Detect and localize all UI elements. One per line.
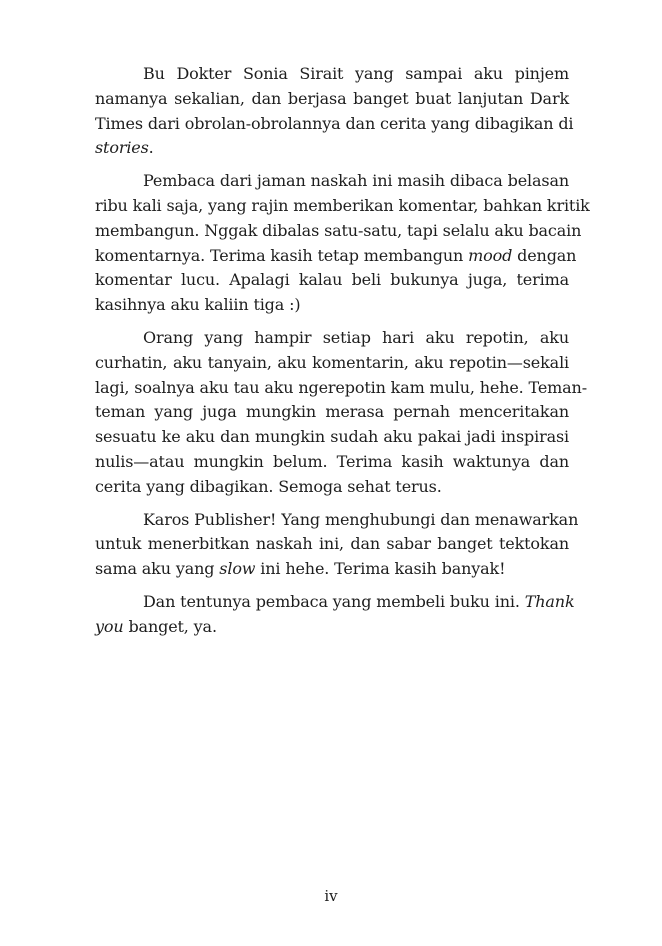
text-run: Orang yang hampir setiap hari aku repotin, aku (143, 327, 569, 347)
text-line (95, 268, 569, 293)
text-line (95, 87, 569, 112)
text-line (95, 376, 587, 401)
text-line (95, 590, 575, 615)
paragraph (95, 169, 590, 318)
text-run: . (148, 138, 154, 158)
text-run: Times dari obrolan-obrolannya dan cerita yang dibagikan di (95, 113, 574, 133)
text-run: curhatin, aku tanyain, aku komentarin, aku repotin—sekali (95, 352, 569, 372)
italic-text-run: Thank (524, 591, 575, 611)
italic-text-run: slow (219, 559, 256, 579)
text-run: cerita yang dibagikan. Semoga sehat terus. (95, 476, 442, 496)
paragraph (95, 326, 587, 500)
text-run: nulis—atau mungkin belum. Terima kasih waktunya dan (95, 451, 569, 471)
text-run: Bu Dokter Sonia Sirait yang sampai aku pinjem (143, 64, 569, 83)
paragraph (95, 590, 575, 640)
text-line (95, 244, 577, 269)
text-run: ini hehe. Terima kasih banyak! (255, 559, 506, 579)
text-line (95, 169, 569, 194)
text-line (95, 475, 569, 500)
text-run: dengan (512, 245, 577, 265)
text-line (95, 425, 569, 450)
text-line (95, 532, 569, 557)
text-line (95, 219, 582, 244)
text-line (95, 351, 569, 376)
italic-text-run: you (95, 616, 124, 636)
text-run: Pembaca dari jaman naskah ini masih dibaca belasan (143, 171, 569, 191)
text-run: banget, ya. (123, 616, 217, 636)
page-body-text (95, 62, 590, 648)
italic-text-run: mood (468, 245, 513, 265)
text-line (95, 194, 590, 219)
text-run: namanya sekalian, dan berjasa banget buat lanjutan Dark (95, 88, 569, 108)
text-run: Dan tentunya pembaca yang membeli buku ini. (143, 591, 525, 611)
text-run: ribu kali saja, yang rajin memberikan komentar, bahkan kritik (95, 195, 590, 215)
text-run: komentarnya. Terima kasih tetap membangun (95, 245, 469, 265)
text-run: lagi, soalnya aku tau aku ngerepotin kam mulu, hehe. Teman- (95, 377, 587, 397)
text-line (95, 508, 579, 533)
text-run: untuk menerbitkan naskah ini, dan sabar banget tektokan (95, 534, 569, 554)
text-line (95, 136, 569, 161)
text-run: Karos Publisher! Yang menghubungi dan menawarkan (143, 509, 579, 529)
text-run: teman yang juga mungkin merasa pernah menceritakan (95, 402, 569, 422)
text-line (95, 450, 569, 475)
text-line (95, 293, 569, 318)
text-line (95, 615, 569, 640)
text-line (95, 112, 574, 137)
text-line (95, 557, 569, 582)
text-line (95, 326, 569, 351)
text-run: sama aku yang (95, 559, 220, 579)
page-number: iv (324, 887, 338, 905)
italic-text-run: stories (95, 138, 149, 158)
text-run: komentar lucu. Apalagi kalau beli bukunya juga, terima (95, 270, 569, 290)
paragraph (95, 508, 579, 582)
text-run: membangun. Nggak dibalas satu-satu, tapi selalu aku bacain (95, 220, 582, 240)
text-run: sesuatu ke aku dan mungkin sudah aku pakai jadi inspirasi (95, 427, 569, 447)
text-line (95, 400, 569, 425)
text-run: kasihnya aku kaliin tiga :) (95, 295, 301, 315)
text-line (95, 62, 569, 87)
paragraph (95, 62, 574, 161)
